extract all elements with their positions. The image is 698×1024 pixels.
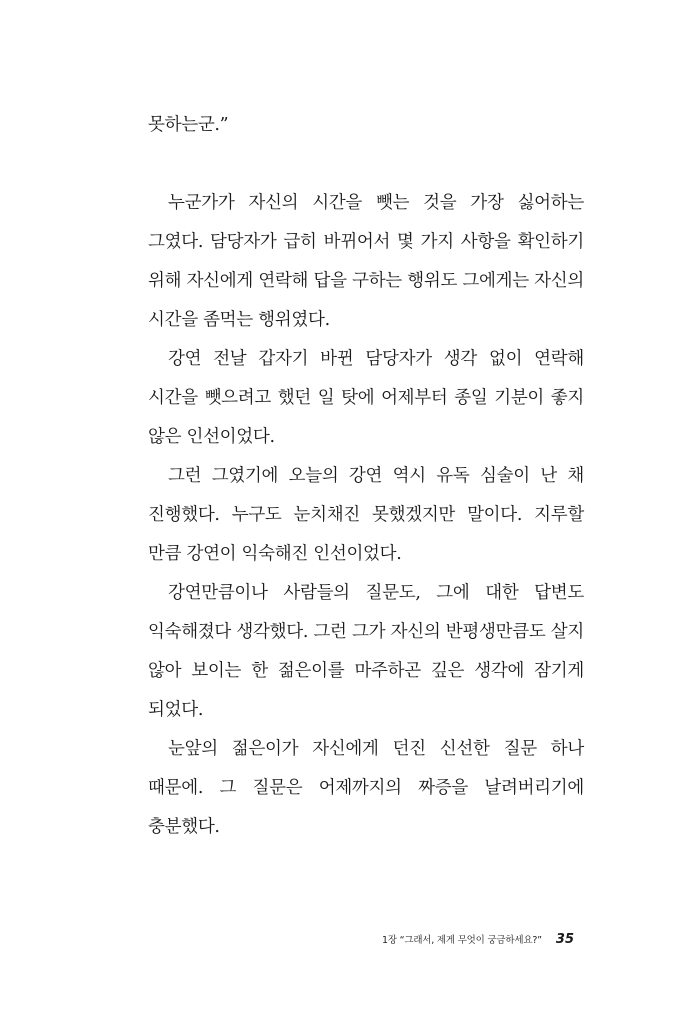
paragraph-6: 눈앞의 젊은이가 자신에게 던진 신선한 질문 하나 때문에. 그 질문은 어제까지의 짜증을 날려버리기에 충분했다. [148, 739, 584, 837]
paragraph-4: 그런 그였기에 오늘의 강연 역시 유독 심술이 난 채 진행했다. 누구도 눈치채진 못했겠지만 말이다. 지루할 만큼 강연이 익숙해진 인선이었다. [148, 466, 584, 564]
running-head: 1장 “그래서, 제게 무엇이 궁금하세요?” [381, 935, 542, 946]
page-footer [382, 932, 574, 947]
body-text [148, 106, 584, 847]
page-number: 35 [555, 932, 574, 947]
paragraph-3: 강연 전날 갑자기 바뀐 담당자가 생각 없이 연락해 시간을 뺏으려고 했던 일 탓에 어제부터 종일 기분이 좋지 않은 인선이었다. [148, 349, 584, 447]
paragraph-1: 못하는군.” [148, 115, 229, 135]
paragraph-5: 강연만큼이나 사람들의 질문도, 그에 대한 답변도 익숙해졌다 생각했다. 그런 그가 자신의 반평생만큼도 살지 않아 보이는 한 젊은이를 마주하곤 깊은 생각에 잠기게 되었다. [148, 583, 584, 720]
paragraph-2: 누군가가 자신의 시간을 뺏는 것을 가장 싫어하는 그였다. 담당자가 급히 바뀌어서 몇 가지 사항을 확인하기 위해 자신에게 연락해 답을 구하는 행위도 그에게는 자신의 시간을 좀먹는 행위였다. [148, 193, 584, 330]
